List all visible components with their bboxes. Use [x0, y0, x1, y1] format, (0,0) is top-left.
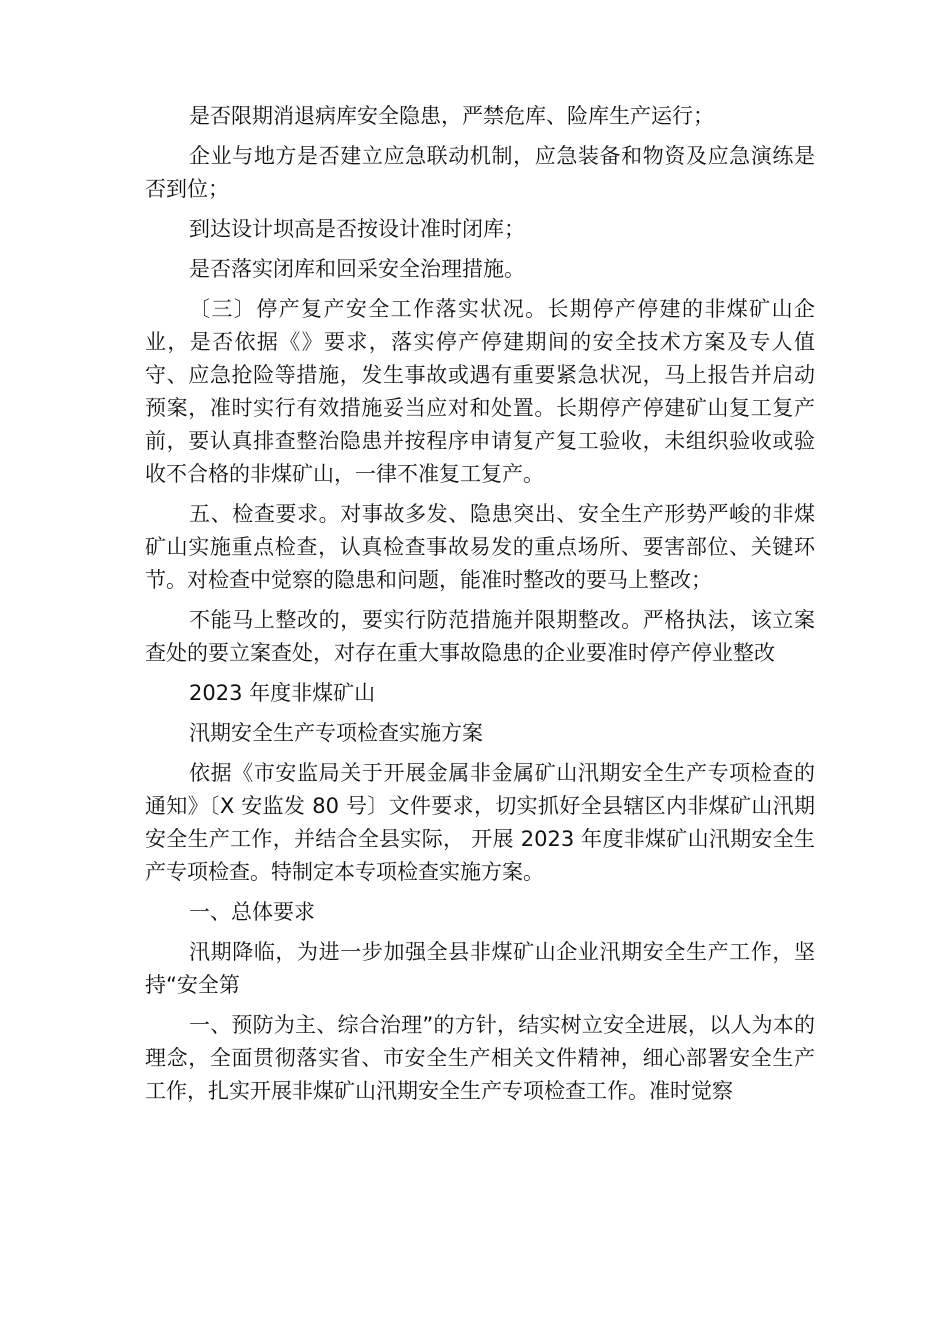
heading-plan-title: 汛期安全生产专项检查实施方案 [189, 721, 483, 745]
paragraph-flood-season-intro: 汛期降临，为进一步加强全县非煤矿山企业汛期安全生产工作，坚持“安全第 [145, 940, 815, 997]
paragraph-inspection-requirements: 五、检查要求。对事故多发、隐患突出、安全生产形势严峻的非煤矿山实施重点检查，认真检查事故易发的重点场所、要害部位、关键环节。对检查中觉察的隐患和问题，能准时整改的要马上整改； [145, 502, 815, 592]
paragraph-basis: 依据《市安监局关于开展金属非金属矿山汛期安全生产专项检查的通知》〔X 安监发 80 号〕文件要求，切实抓好全县辖区内非煤矿山汛期安全生产工作，并结合全县实际， 开展 2023 年度非煤矿山汛期安全生产专项检查。特制定本专项检查实施方案。 [145, 761, 815, 884]
paragraph-emergency-linkage: 企业与地方是否建立应急联动机制，应急装备和物资及应急演练是否到位； [145, 144, 815, 201]
document-body [145, 100, 815, 1115]
paragraph-closure-height: 到达设计坝高是否按设计准时闭库； [189, 217, 525, 241]
paragraph-resumption-status: 〔三〕停产复产安全工作落实状况。长期停产停建的非煤矿山企业，是否依据《》要求，落实停产停建期间的安全技术方案及专人值守、应急抢险等措施，发生事故或遇有重要紧急状况，马上报告并启动预案，准时实行有效措施妥当应对和处置。长期停产停建矿山复工复产前，要认真排查整治隐患并按程序申请复产复工验收，未组织验收或验收不合格的非煤矿山，一律不准复工复产。 [145, 297, 815, 486]
paragraph-policy: 一、预防为主、综合治理”的方针，结实树立安全进展，以人为本的理念，全面贯彻落实省、市安全生产相关文件精神，细心部署安全生产工作，扎实开展非煤矿山汛期安全生产专项检查工作。准时觉察 [145, 1013, 815, 1103]
paragraph-reservoir-hazards: 是否限期消退病库安全隐患，严禁危库、险库生产运行； [189, 104, 714, 128]
paragraph-closure-measures: 是否落实闭库和回采安全治理措施。 [189, 257, 525, 281]
heading-general-requirements: 一、总体要求 [189, 900, 315, 924]
heading-year-title: 2023 年度非煤矿山 [189, 681, 376, 705]
paragraph-rectification: 不能马上整改的，要实行防范措施并限期整改。严格执法，该立案查处的要立案查处，对存在重大事故隐患的企业要准时停产停业整改 [145, 608, 815, 665]
